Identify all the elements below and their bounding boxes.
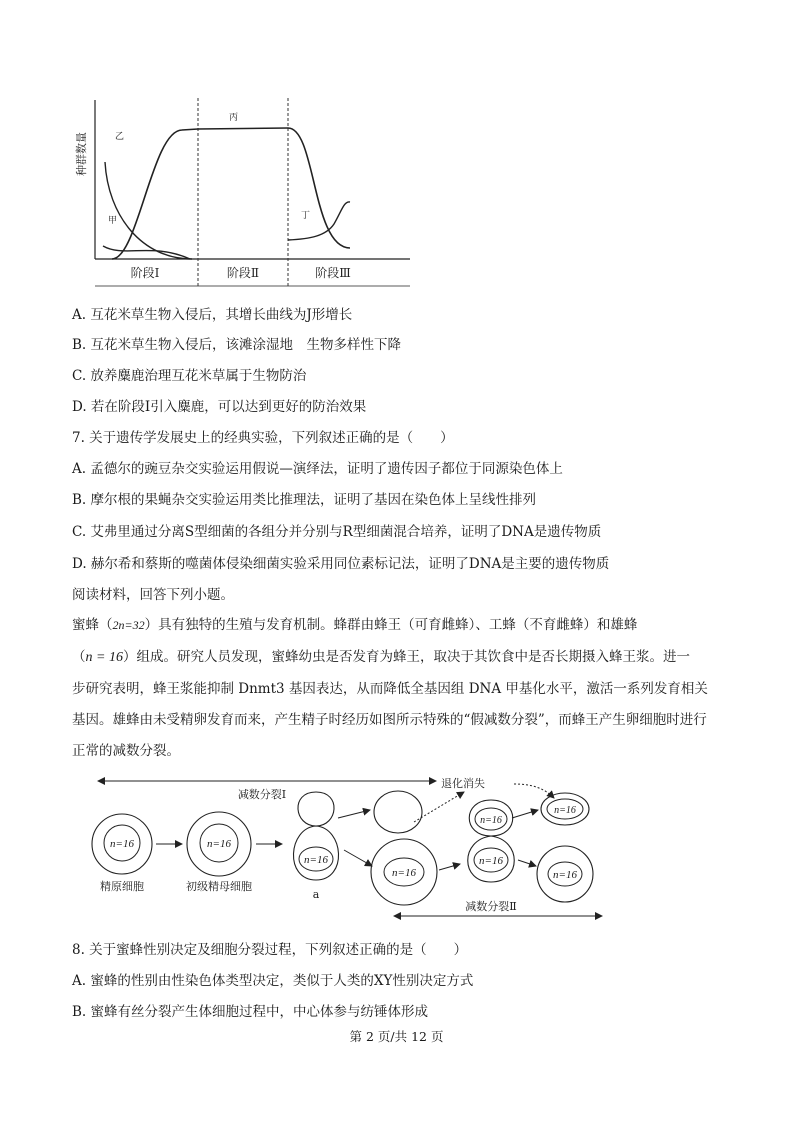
primary-spermatocyte-label: 初级精母细胞 <box>186 880 252 893</box>
passage-line-2 <box>72 648 690 667</box>
degenerate-label: 退化消失 <box>441 777 485 790</box>
degenerate-arrow-2 <box>514 784 554 798</box>
curve-ding <box>288 202 350 240</box>
q6-option-b: B. 互花米草生物入侵后，该滩涂湿地 生物多样性下降 <box>72 337 402 353</box>
dividing-cell-a-chromosome: n=16 <box>304 854 328 866</box>
q7-option-c: C. 艾弗里通过分离S型细菌的各组分并分别与R型细菌混合培养，证明了DNA是遗传物质 <box>72 524 602 540</box>
secondary-cell-chromosome: n=16 <box>392 867 416 879</box>
label-yi: 乙 <box>115 132 125 142</box>
q8-stem: 8. 关于蜜蜂性别决定及细胞分裂过程，下列叙述正确的是（ ） <box>72 942 468 958</box>
spermatogonium-chromosome: n=16 <box>110 838 134 850</box>
passage-line-2-b: ）组成。研究人员发现，蜜蜂幼虫是否发育为蜂王，取决于其饮食中是否长期摄入蜂王浆。进一 <box>122 649 690 665</box>
dividing-cell-2 <box>468 800 515 882</box>
dividing-cell-2-chromosome-bottom: n=16 <box>479 855 503 867</box>
meiosis1-label: 减数分裂Ⅰ <box>237 788 287 801</box>
curve-yi <box>105 162 192 259</box>
passage-line-3: 步研究表明，蜂王浆能抑制 Dnmt3 基因表达，从而降低全基因组 DNA 甲基化水平，激活一系列发育相关 <box>72 681 708 697</box>
arrow-to-large <box>344 850 372 866</box>
q7-stem: 7. 关于遗传学发展史上的经典实验，下列叙述正确的是（ ） <box>72 430 454 446</box>
formula-n: n = 16 <box>85 650 123 665</box>
arrow-to-small <box>338 810 370 818</box>
label-bing: 丙 <box>229 113 239 123</box>
passage-line-1-a: 蜜蜂（ <box>72 617 113 633</box>
label-jia: 甲 <box>108 216 118 226</box>
passage-line-2-a: （ <box>72 649 86 665</box>
arrow-to-sperm <box>518 860 536 866</box>
a-label: a <box>312 888 320 901</box>
spermatogonium-label: 精原细胞 <box>100 880 144 893</box>
label-ding: 丁 <box>301 211 311 221</box>
stage-3-label: 阶段Ⅲ <box>315 266 351 280</box>
q6-option-c: C. 放养麋鹿治理互花米草属于生物防治 <box>72 368 307 384</box>
passage-line-1 <box>72 616 637 634</box>
sperm-cell-chromosome: n=16 <box>553 869 577 881</box>
q7-option-d: D. 赫尔希和蔡斯的噬菌体侵染细菌实验采用同位素标记法，证明了DNA是主要的遗传物质 <box>72 556 610 572</box>
q8-option-b: B. 蜜蜂有丝分裂产生体细胞过程中，中心体参与纺锤体形成 <box>72 1004 429 1020</box>
small-degenerating-cell <box>374 791 422 833</box>
q6-option-d: D. 若在阶段Ⅰ引入麋鹿，可以达到更好的防治效果 <box>72 399 367 415</box>
stage-2-label: 阶段Ⅱ <box>226 266 260 280</box>
tiny-degenerating-cell-chromosome: n=16 <box>554 805 576 816</box>
q7-option-b: B. 摩尔根的果蝇杂交实验运用类比推理法，证明了基因在染色体上呈线性排列 <box>72 492 537 508</box>
formula-2n: 2n=32 <box>112 618 145 632</box>
page-footer: 第 2 页/共 12 页 <box>349 1029 444 1044</box>
q8-option-a: A. 蜜蜂的性别由性染色体类型决定，类似于人类的XY性别决定方式 <box>72 973 474 989</box>
q6-option-a: A. 互花米草生物入侵后，其增长曲线为J形增长 <box>72 307 353 323</box>
curve-bing <box>112 128 350 259</box>
y-axis-label: 种群数量 <box>75 132 88 176</box>
passage-line-4: 基因。雄蜂由未受精卵发育而来，产生精子时经历如图所示特殊的“假减数分裂”，而蜂王产生卵细胞时进行 <box>72 712 707 728</box>
meiosis2-label: 减数分裂Ⅱ <box>465 900 517 913</box>
passage-line-5: 正常的减数分裂。 <box>72 743 180 759</box>
population-graph <box>72 96 412 292</box>
passage-line-1-b: ）具有独特的生殖与发育机制。蜂群由蜂王（可育雌蜂）、工蜂（不育雌蜂）和雄蜂 <box>144 617 638 633</box>
q7-option-a: A. 孟德尔的豌豆杂交实验运用假说—演绎法，证明了遗传因子都位于同源染色体上 <box>72 461 563 477</box>
dividing-cell-2-chromosome-top: n=16 <box>480 815 502 826</box>
primary-spermatocyte-chromosome: n=16 <box>207 838 231 850</box>
stage-1-label: 阶段Ⅰ <box>130 266 160 280</box>
pseudo-meiosis-diagram <box>86 770 606 926</box>
dividing-cell-a <box>293 792 338 880</box>
arrow-to-tiny <box>512 810 538 818</box>
arrow-3 <box>439 864 460 870</box>
passage-intro: 阅读材料，回答下列小题。 <box>72 587 234 603</box>
